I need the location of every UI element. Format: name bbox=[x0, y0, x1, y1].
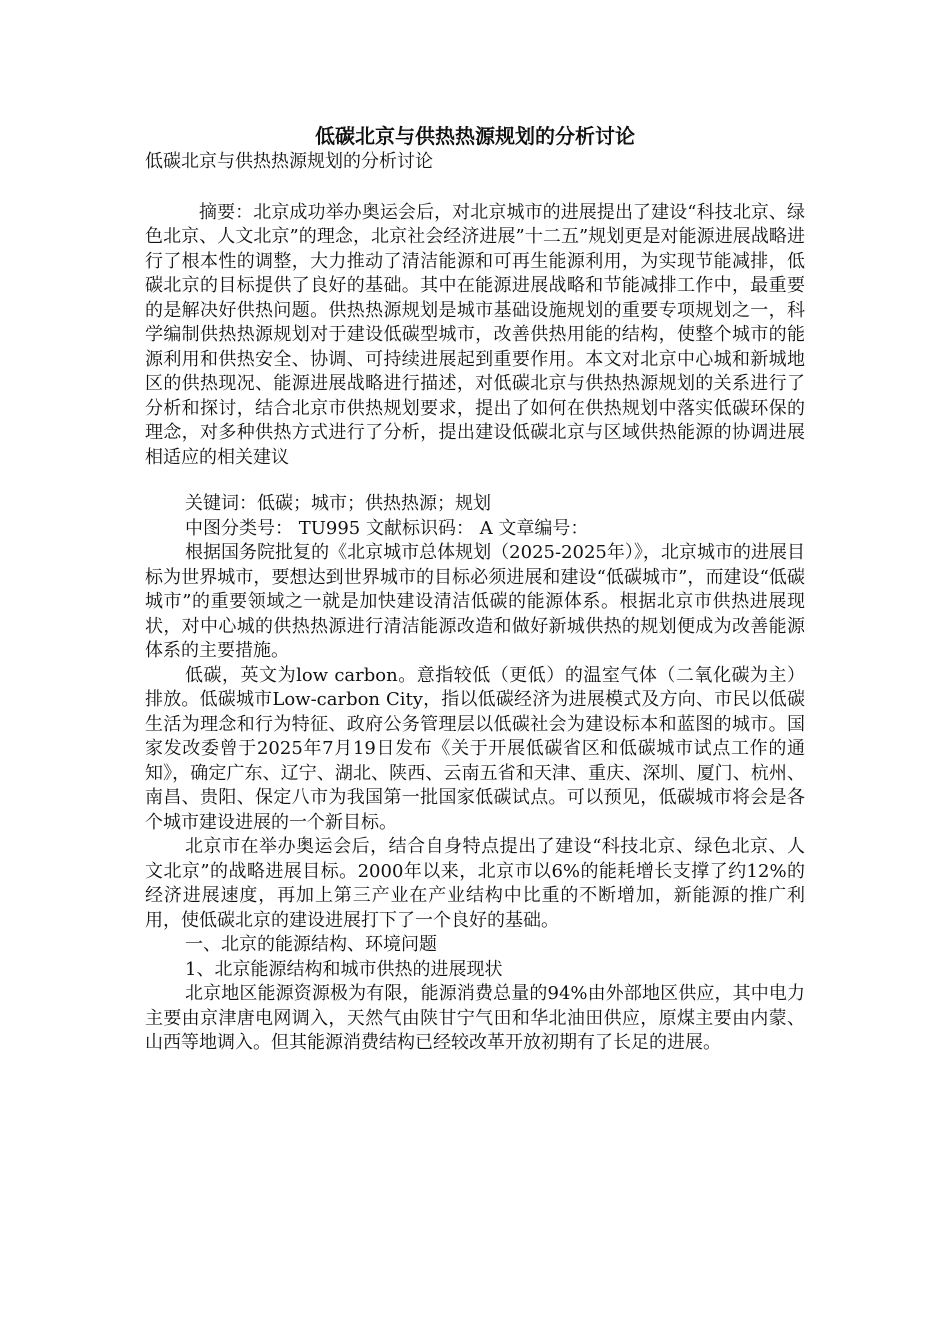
body-paragraph: 北京市在举办奥运会后，结合自身特点提出了建设“科技北京、绿色北京、人文北京”的战略进展目标。2000年以来，北京市以6%的能耗增长支撑了约12%的经济进展速度，再加上第三产业在产业结构中比重的不断增加，新能源的推广利用，使低碳北京的建设进展打下了一个良好的基础。 bbox=[145, 836, 805, 931]
section-heading: 一、北京的能源结构、环境问题 bbox=[185, 934, 437, 955]
abstract-paragraph: 摘要：北京成功举办奥运会后，对北京城市的进展提出了建设“科技北京、绿色北京、人文北京”的理念，北京社会经济进展”十二五”规划更是对能源进展战略进行了根本性的调整，大力推动了清洁能源和可再生能源利用，为实现节能减排，低碳北京的目标提供了良好的基础。其中在能源进展战略和节能减排工作中，最重要的是解决好供热问题。供热热源规划是城市基础设施规划的重要专项规划之一，科学编制供热热源规划对于建设低碳型城市，改善供热用能的结构，使整个城市的能源利用和供热安全、协调、可持续进展起到重要作用。本文对北京中心城和新城地区的供热现况、能源进展战略进行描述，对低碳北京与供热热源规划的关系进行了分析和探讨，结合北京市供热规划要求，提出了如何在供热规划中落实低碳环保的理念，对多种供热方式进行了分析，提出建设低碳北京与区域供热能源的协调进展相适应的相关建议 bbox=[145, 201, 805, 468]
blank-line bbox=[145, 175, 805, 201]
body-paragraph: 低碳，英文为low carbon。意指较低（更低）的温室气体（二氧化碳为主）排放。低碳城市Low-carbon City，指以低碳经济为进展模式及方向、市民以低碳生活为理念和行为特征、政府公务管理层以低碳社会为建设标本和蓝图的城市。国家发改委曾于2025年7月19日发布《关于开展低碳省区和低碳城市试点工作的通知》，确定广东、辽宁、湖北、陕西、云南五省和天津、重庆、深圳、厦门、杭州、南昌、贵阳、保定八市为我国第一批国家低碳试点。可以预见，低碳城市将会是各个城市建设进展的一个新目标。 bbox=[145, 664, 805, 833]
body-paragraph: 北京地区能源资源极为有限，能源消费总量的94%由外部地区供应，其中电力主要由京津唐电网调入，天然气由陕甘宁气田和华北油田供应，原煤主要由内蒙、山西等地调入。但其能源消费结构已经较改革开放初期有了长足的进展。 bbox=[145, 983, 805, 1053]
blank-line bbox=[145, 470, 805, 492]
keywords-line: 关键词：低碳；城市；供热热源；规划 bbox=[185, 493, 491, 514]
classification-line: 中图分类号： TU995 文献标识码： A 文章编号： bbox=[185, 517, 589, 539]
document-subtitle: 低碳北京与供热热源规划的分析讨论 bbox=[145, 151, 433, 172]
body-paragraph: 根据国务院批复的《北京城市总体规划（2025-2025年）》，北京城市的进展目标为世界城市，要想达到世界城市的目标必须进展和建设“低碳城市”，而建设“低碳城市”的重要领域之一就是加快建设清洁低碳的能源体系。根据北京市供热进展现状，对中心城的供热热源进行清洁能源改造和做好新城供热的规划便成为改善能源体系的主要措施。 bbox=[145, 542, 805, 661]
document-body bbox=[145, 150, 805, 1056]
subsection-heading: 1、北京能源结构和城市供热的进展现状 bbox=[185, 958, 503, 980]
document-title: 低碳北京与供热热源规划的分析讨论 bbox=[315, 124, 635, 148]
